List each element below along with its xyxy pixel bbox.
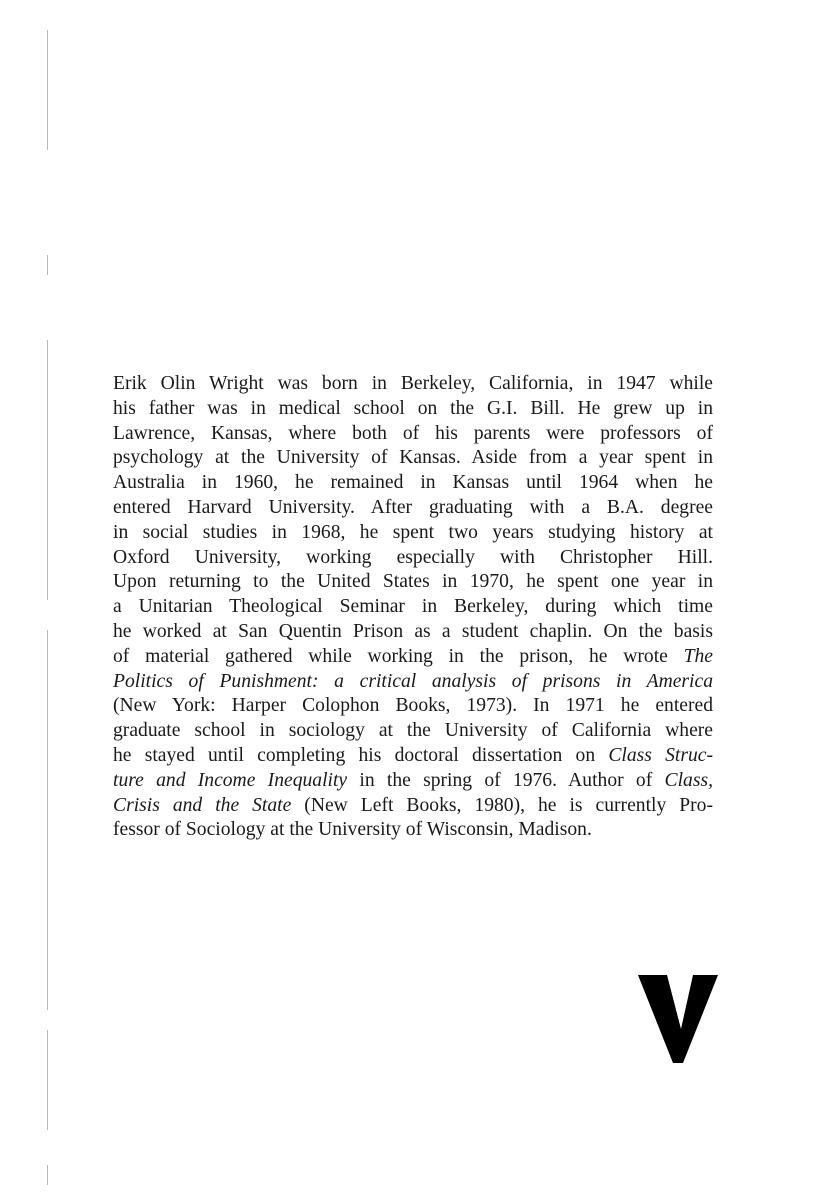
bio-text: he worked at San Quentin Prison as a student chaplin. On the basis <box>113 620 713 642</box>
bio-line <box>113 446 713 471</box>
bio-line <box>113 372 713 397</box>
bio-text: Erik Olin Wright was born in Berkeley, California, in 1947 while <box>113 373 713 394</box>
scan-gutter-mark <box>47 30 48 150</box>
scan-gutter-mark <box>47 340 48 600</box>
bio-line <box>113 570 713 595</box>
bio-line <box>113 794 713 819</box>
bio-text: he stayed until completing his doctoral dissertation on <box>113 744 609 766</box>
bio-text: entered Harvard University. After graduating with a B.A. degree <box>113 496 713 518</box>
bio-line <box>113 744 713 769</box>
bio-line <box>113 818 713 843</box>
bio-line <box>113 769 713 794</box>
scan-gutter-mark <box>47 1165 48 1185</box>
scan-gutter-mark <box>47 1030 48 1130</box>
bio-line <box>113 645 713 670</box>
bio-text: in the spring of 1976. Author of <box>347 769 665 791</box>
bio-line <box>113 496 713 521</box>
bio-text: (New Left Books, 1980), he is currently Pro- <box>291 794 713 816</box>
bio-line <box>113 422 713 447</box>
bio-text: Australia in 1960, he remained in Kansas until 1964 when he <box>113 472 713 494</box>
bio-text: Upon returning to the United States in 1970, he spent one year in <box>113 571 713 593</box>
bio-italic-title: Class, <box>664 769 713 791</box>
bio-text: a Unitarian Theological Seminar in Berkeley, during which time <box>113 596 713 618</box>
bio-line <box>113 546 713 571</box>
bio-line <box>113 595 713 620</box>
bio-line <box>113 521 713 546</box>
bio-line <box>113 670 713 695</box>
bio-line <box>113 719 713 744</box>
author-biography <box>113 372 713 843</box>
bio-italic-title: Class Struc- <box>608 744 714 766</box>
bio-italic-title: Politics of Punishment: a critical analysis of prisons in America <box>113 670 713 692</box>
scan-gutter-mark <box>47 630 48 1010</box>
bio-line <box>113 397 713 422</box>
bio-italic-title: The <box>683 645 713 667</box>
scan-gutter-mark <box>47 255 48 275</box>
verso-v-logo-icon <box>638 975 718 1063</box>
bio-text: psychology at the University of Kansas. Aside from a year spent in <box>113 447 713 469</box>
bio-text: of material gathered while working in the prison, he wrote <box>113 645 684 667</box>
bio-text: (New York: Harper Colophon Books, 1973). In 1971 he entered <box>113 695 713 717</box>
bio-text: in social studies in 1968, he spent two years studying history at <box>113 521 713 543</box>
bio-text: Oxford University, working especially with Christopher Hill. <box>113 546 713 568</box>
bio-italic-title: ture and Income Inequality <box>113 769 348 791</box>
bio-line <box>113 471 713 496</box>
bio-italic-title: Crisis and the State <box>113 794 292 816</box>
bio-text: fessor of Sociology at the University of Wisconsin, Madison. <box>113 819 592 841</box>
bio-text: Lawrence, Kansas, where both of his parents were professors of <box>113 422 713 444</box>
bio-text: graduate school in sociology at the University of California where <box>113 720 713 742</box>
bio-text: his father was in medical school on the G.I. Bill. He grew up in <box>113 397 713 419</box>
bio-line <box>113 620 713 645</box>
bio-line <box>113 694 713 719</box>
